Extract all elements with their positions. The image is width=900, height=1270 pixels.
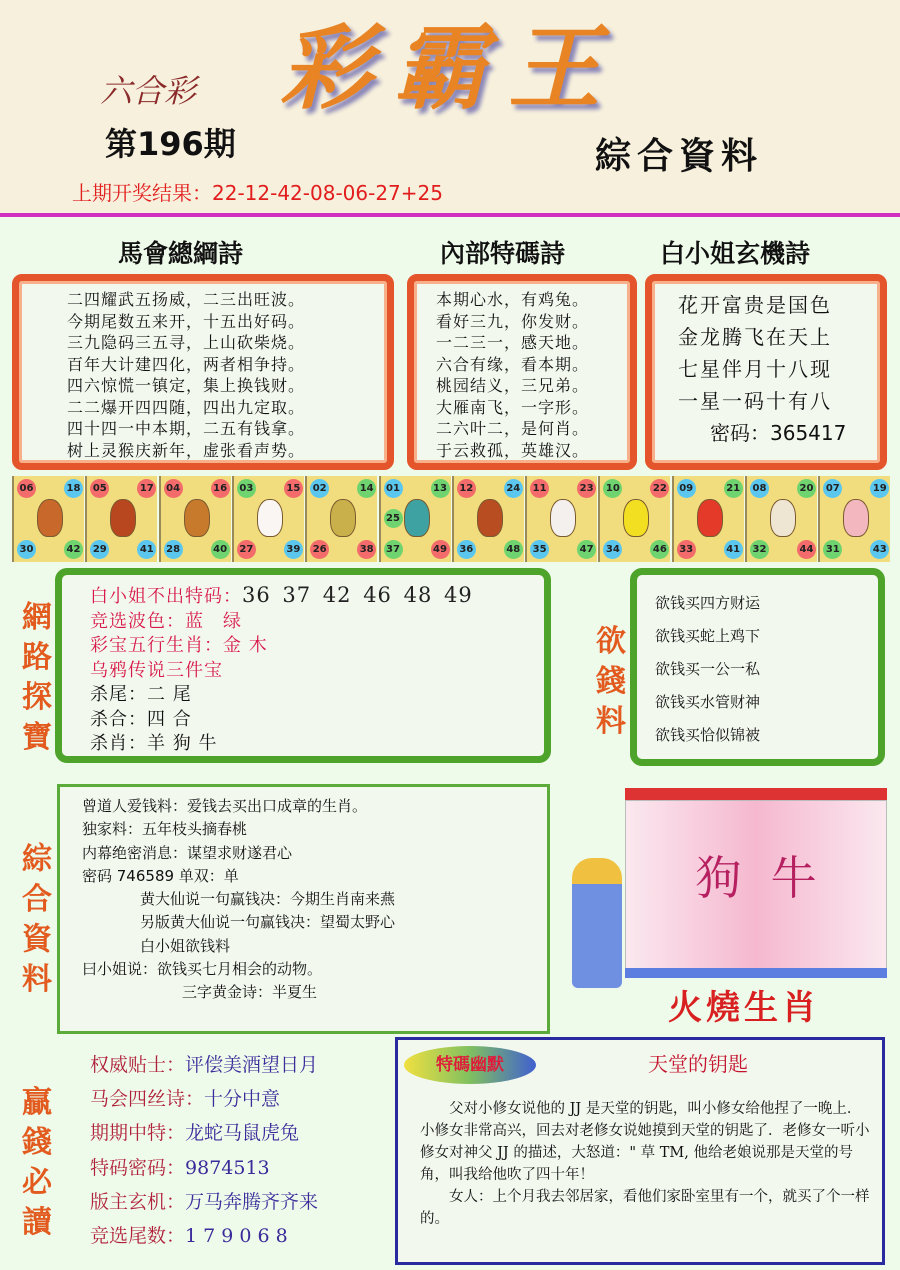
pig-icon [843,499,869,537]
last-result [72,181,443,205]
kill-tail: 杀尾：二 尾 [90,684,192,705]
money-item: 欲钱买蛇上鸡下 [655,627,761,645]
number-ball: 13 [431,479,450,498]
number-ball: 11 [530,479,549,498]
number-ball: 01 [384,479,403,498]
poem1-title: 馬會總綱詩 [118,239,244,268]
poem-line: 桃园结义，三兄弟。 [436,376,590,395]
number-ball: 41 [137,540,156,559]
golden-poem: 三字黄金诗：半夏生 [182,983,318,1002]
number-ball: 16 [211,479,230,498]
number-ball: 48 [504,540,523,559]
last-result-numbers: 22-12-42-08-06-27+25 [212,181,443,205]
kill-combo: 杀合：四 合 [90,708,192,730]
joke-paragraph-1: 父对小修女说他的 JJ 是天堂的钥匙，叫小修女给他捏了一晚上．小修女非常高兴，回去对老修女说她摸到天堂的钥匙了．老修女一听小修女对神父 JJ 的描述，大怒道：" 草 TM, 他给老娘说那是天堂的号角，叫我给他吹了四十年！ [420,1101,870,1183]
zodiac-cell [232,476,304,562]
win-item [90,1219,318,1253]
win-item-label: 马会四丝诗： [90,1088,205,1111]
win-item-value: 万马奔腾齐齐来 [185,1190,319,1213]
number-ball: 37 [384,540,403,559]
divider [0,213,900,217]
win-item-value: 龙蛇马鼠虎兔 [185,1122,300,1145]
number-ball: 44 [797,540,816,559]
number-ball: 29 [90,540,109,559]
ox-icon [110,499,136,537]
zodiac-cell [159,476,231,562]
general-line: 曾道人爱钱料：爱钱去买出口成章的生肖。 [82,797,368,815]
number-ball: 25 [384,509,403,528]
number-ball: 42 [64,540,83,559]
net-label: 網路探寶 [22,600,52,755]
money-item: 欲钱买一公一私 [655,660,761,678]
zodiac-cell [818,476,890,562]
net-treasure-box [55,568,551,763]
number-ball: 47 [577,540,596,559]
humor-badge: 特碼幽默 [404,1046,536,1084]
win-list [90,1048,318,1253]
poem-line: 四六惊慌一镇定，集上换钱财。 [67,376,306,395]
zodiac-cell [12,476,84,562]
number-ball: 24 [504,479,523,498]
number-ball: 05 [90,479,109,498]
poem2-title: 內部特碼詩 [440,239,566,268]
win-item-label: 期期中特： [90,1122,186,1145]
number-ball: 32 [750,540,769,559]
number-ball: 08 [750,479,769,498]
poem3-lines [678,289,880,417]
win-label: 贏錢必讀 [22,1085,52,1240]
win-item [90,1185,318,1219]
money-item: 欲钱买恰似锦被 [655,726,761,744]
joke-box [395,1037,885,1265]
rabbit-icon [257,499,283,537]
number-ball: 39 [284,540,303,559]
number-ball: 43 [870,540,889,559]
general-line: 内幕绝密消息：谋望求财遂君心 [82,843,293,862]
rat-icon [37,499,63,537]
rooster-icon [697,499,723,537]
number-ball: 18 [64,479,83,498]
number-ball: 40 [211,540,230,559]
poem1-box [12,274,394,470]
poem-line: 于云救孤，英雄汉。 [436,440,590,460]
zodiac-cell [672,476,744,562]
number-ball: 06 [17,479,36,498]
poem3-box [645,274,887,470]
poem2-box [407,274,637,470]
poem-line: 今期尾数五来开，十五出好码。 [67,311,306,331]
money-item: 欲钱买四方财运 [655,594,761,612]
number-ball: 15 [284,479,303,498]
win-item [90,1151,318,1185]
sign-board [625,800,887,975]
poem-line: 看好三九，你发财。 [436,311,590,331]
painter-figure-icon [572,858,622,988]
win-item-value: 十分中意 [204,1088,281,1111]
poem-line: 百年大计建四化，两者相争持。 [67,354,306,374]
poem-line: 二二爆开四四随，四出九定取。 [67,397,306,417]
painter-illustration [625,778,887,978]
money-label: 欲錢料 [596,624,626,739]
zodiac-cell [525,476,597,562]
no-special-label: 白小姐不出特码： [90,586,242,607]
number-ball: 02 [310,479,329,498]
lottery-subtitle: 六合彩 [100,72,197,110]
general-line: 白小姐欲钱料 [140,936,231,955]
sign-base [625,968,887,978]
poem-line: 六合有缘，看本期。 [436,354,590,374]
last-result-label: 上期开奖结果： [72,181,212,205]
general-line: 密码 746589 单双：单 [82,866,239,885]
poem-line: 花开富贵是国色 [678,293,832,317]
dog-icon [770,499,796,537]
snake-icon [404,499,430,537]
number-ball: 34 [603,540,622,559]
poem3-title: 白小姐玄機詩 [660,239,811,268]
general-line: 另版黄大仙说一句赢钱决：望蜀太野心 [140,913,396,932]
poem-line: 二六叶二，是何肖。 [436,419,590,438]
dragon-icon [330,499,356,537]
win-item [90,1048,318,1082]
joke-title: 天堂的钥匙 [648,1052,748,1076]
poem-line: 树上灵猴庆新年，虚张看声势。 [67,440,306,460]
sign-caption: 火燒生肖 [668,988,820,1028]
poem-line: 一二三一，感天地。 [436,333,590,352]
poem-line: 七星伴月十八现 [678,357,832,381]
poem-line: 四十四一中本期，二五有钱拿。 [67,419,306,438]
poem-line: 金龙腾飞在天上 [678,325,832,349]
number-ball: 14 [357,479,376,498]
number-ball: 23 [577,479,596,498]
number-ball: 31 [823,540,842,559]
number-ball: 38 [357,540,376,559]
number-ball: 46 [650,540,669,559]
poem2-lines [436,289,630,461]
zodiac-cell [305,476,377,562]
monkey-icon [623,499,649,537]
poem-line: 二四耀武五扬威，二三出旺波。 [67,290,306,309]
number-ball: 36 [457,540,476,559]
win-item-value: 评偿美酒望日月 [185,1054,319,1076]
number-ball: 28 [164,540,183,559]
kill-zodiac: 杀肖：羊 狗 牛 [90,733,218,754]
number-ball: 30 [17,540,36,559]
wave-color: 竞选波色：蓝 绿 [90,610,242,632]
zodiac-cell [452,476,524,562]
number-ball: 19 [870,479,889,498]
money-item: 欲钱买水管财神 [655,693,761,711]
no-special-numbers: 36 37 42 46 48 49 [242,583,473,607]
sign-text: 狗 牛 [695,851,817,905]
number-ball: 35 [530,540,549,559]
general-box [57,784,550,1034]
general-line: 黄大仙说一句赢钱决：今期生肖南来燕 [140,890,396,909]
number-ball: 10 [603,479,622,498]
zodiac-cell [598,476,670,562]
number-ball: 22 [650,479,669,498]
win-item-label: 版主玄机： [90,1190,186,1213]
win-item [90,1116,318,1150]
money-list [655,587,878,752]
win-item-value: 9874513 [185,1156,270,1179]
number-ball: 26 [310,540,329,559]
number-ball: 04 [164,479,183,498]
tiger-icon [184,499,210,537]
number-ball: 41 [724,540,743,559]
win-item-label: 竞选尾数： [90,1225,186,1248]
issue-number: 第196期 [105,125,236,163]
number-ball: 49 [431,540,450,559]
number-ball: 17 [137,479,156,498]
number-ball: 03 [237,479,256,498]
section-title: 綜合資料 [595,135,764,177]
horse-icon [477,499,503,537]
number-ball: 21 [724,479,743,498]
win-item-label: 特码密码： [90,1156,186,1179]
poem-line: 一星一码十有八 [678,389,832,413]
win-item-label: 权威贴士： [90,1054,186,1076]
crow-legend: 乌鸦传说三件宝 [90,659,223,681]
number-ball: 12 [457,479,476,498]
zodiac-cell [379,476,451,562]
number-ball: 27 [237,540,256,559]
joke-paragraph-2: 女人：上个月我去邻居家，看他们家卧室里有一个，就买了个一样的。 [420,1189,870,1227]
number-ball: 07 [823,479,842,498]
poem1-lines [67,289,387,461]
five-elements: 彩宝五行生肖：金 木 [90,635,268,656]
general-lines [82,795,547,1005]
number-ball: 20 [797,479,816,498]
money-box [630,568,885,766]
general-line: 独家料：五年枝头摘春桃 [82,820,248,839]
zodiac-cell [85,476,157,562]
general-label: 綜合資料 [22,842,52,997]
poem-line: 三九隐码三五寻，上山砍柴烧。 [67,333,306,352]
zodiac-cell [745,476,817,562]
number-ball: 09 [677,479,696,498]
goat-icon [550,499,576,537]
number-ball: 33 [677,540,696,559]
poem-line: 本期心水，有鸡兔。 [436,290,590,309]
poem-line: 大雁南飞，一字形。 [436,397,590,417]
win-item-value: 1 7 9 0 6 8 [185,1225,288,1248]
poem3-code: 密码：365417 [710,421,847,445]
brand-logo: 彩霸王 [280,14,623,122]
win-item [90,1082,318,1116]
general-line: 曰小姐说：欲钱买七月相会的动物。 [82,960,323,979]
